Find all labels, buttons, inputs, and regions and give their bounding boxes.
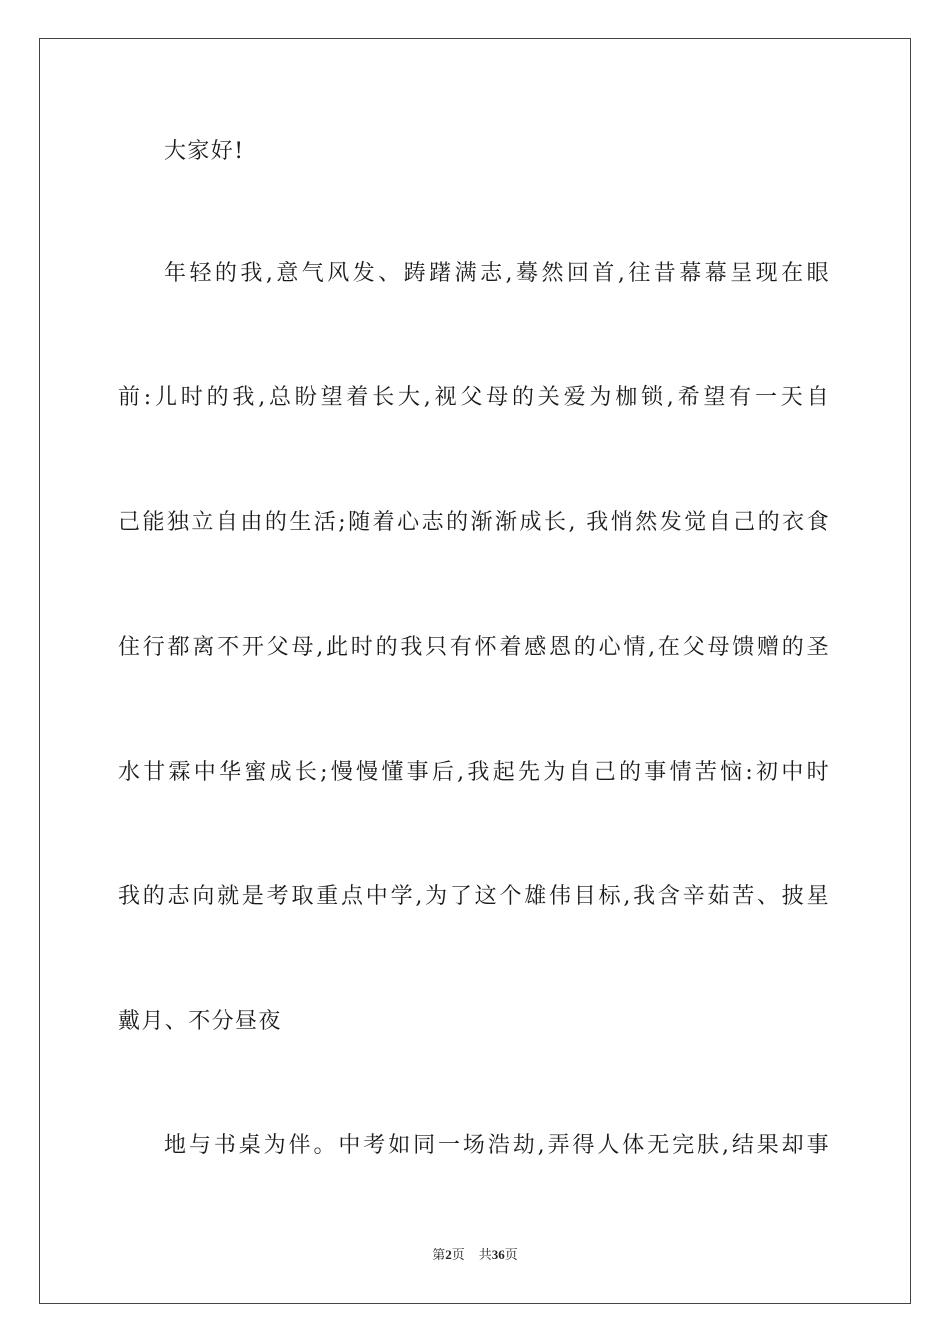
paragraph-line: 地与书桌为伴。中考如同一场浩劫,弄得人体无完肤,结果却事	[164, 1133, 830, 1158]
greeting-line: 大家好!	[164, 139, 245, 164]
paragraph-line: 年轻的我,意气风发、踌躇满志,蓦然回首,往昔幕幕呈现在眼	[164, 261, 830, 286]
total-suffix: 页	[504, 1247, 518, 1262]
page-prefix: 第	[432, 1247, 446, 1262]
paragraph-line: 水甘霖中华蜜成长;慢慢懂事后,我起先为自己的事情苦恼:初中时	[118, 760, 830, 785]
paragraph-line: 己能独立自由的生活;随着心志的渐渐成长, 我悄然发觉自己的衣食	[118, 510, 830, 535]
page-border	[39, 38, 911, 1304]
paragraph-line: 我的志向就是考取重点中学,为了这个雄伟目标,我含辛茹苦、披星	[118, 884, 830, 909]
page-suffix: 页	[451, 1247, 465, 1262]
total-pages: 36	[491, 1247, 505, 1262]
paragraph-line: 住行都离不开父母,此时的我只有怀着感恩的心情,在父母馈赠的圣	[118, 635, 830, 660]
page-number: 2	[445, 1247, 452, 1262]
page-footer	[0, 1246, 950, 1264]
paragraph-line: 戴月、不分昼夜	[118, 1009, 282, 1034]
paragraph-line: 前:儿时的我,总盼望着长大,视父母的关爱为枷锁,希望有一天自	[118, 385, 830, 410]
total-prefix: 共	[478, 1247, 492, 1262]
